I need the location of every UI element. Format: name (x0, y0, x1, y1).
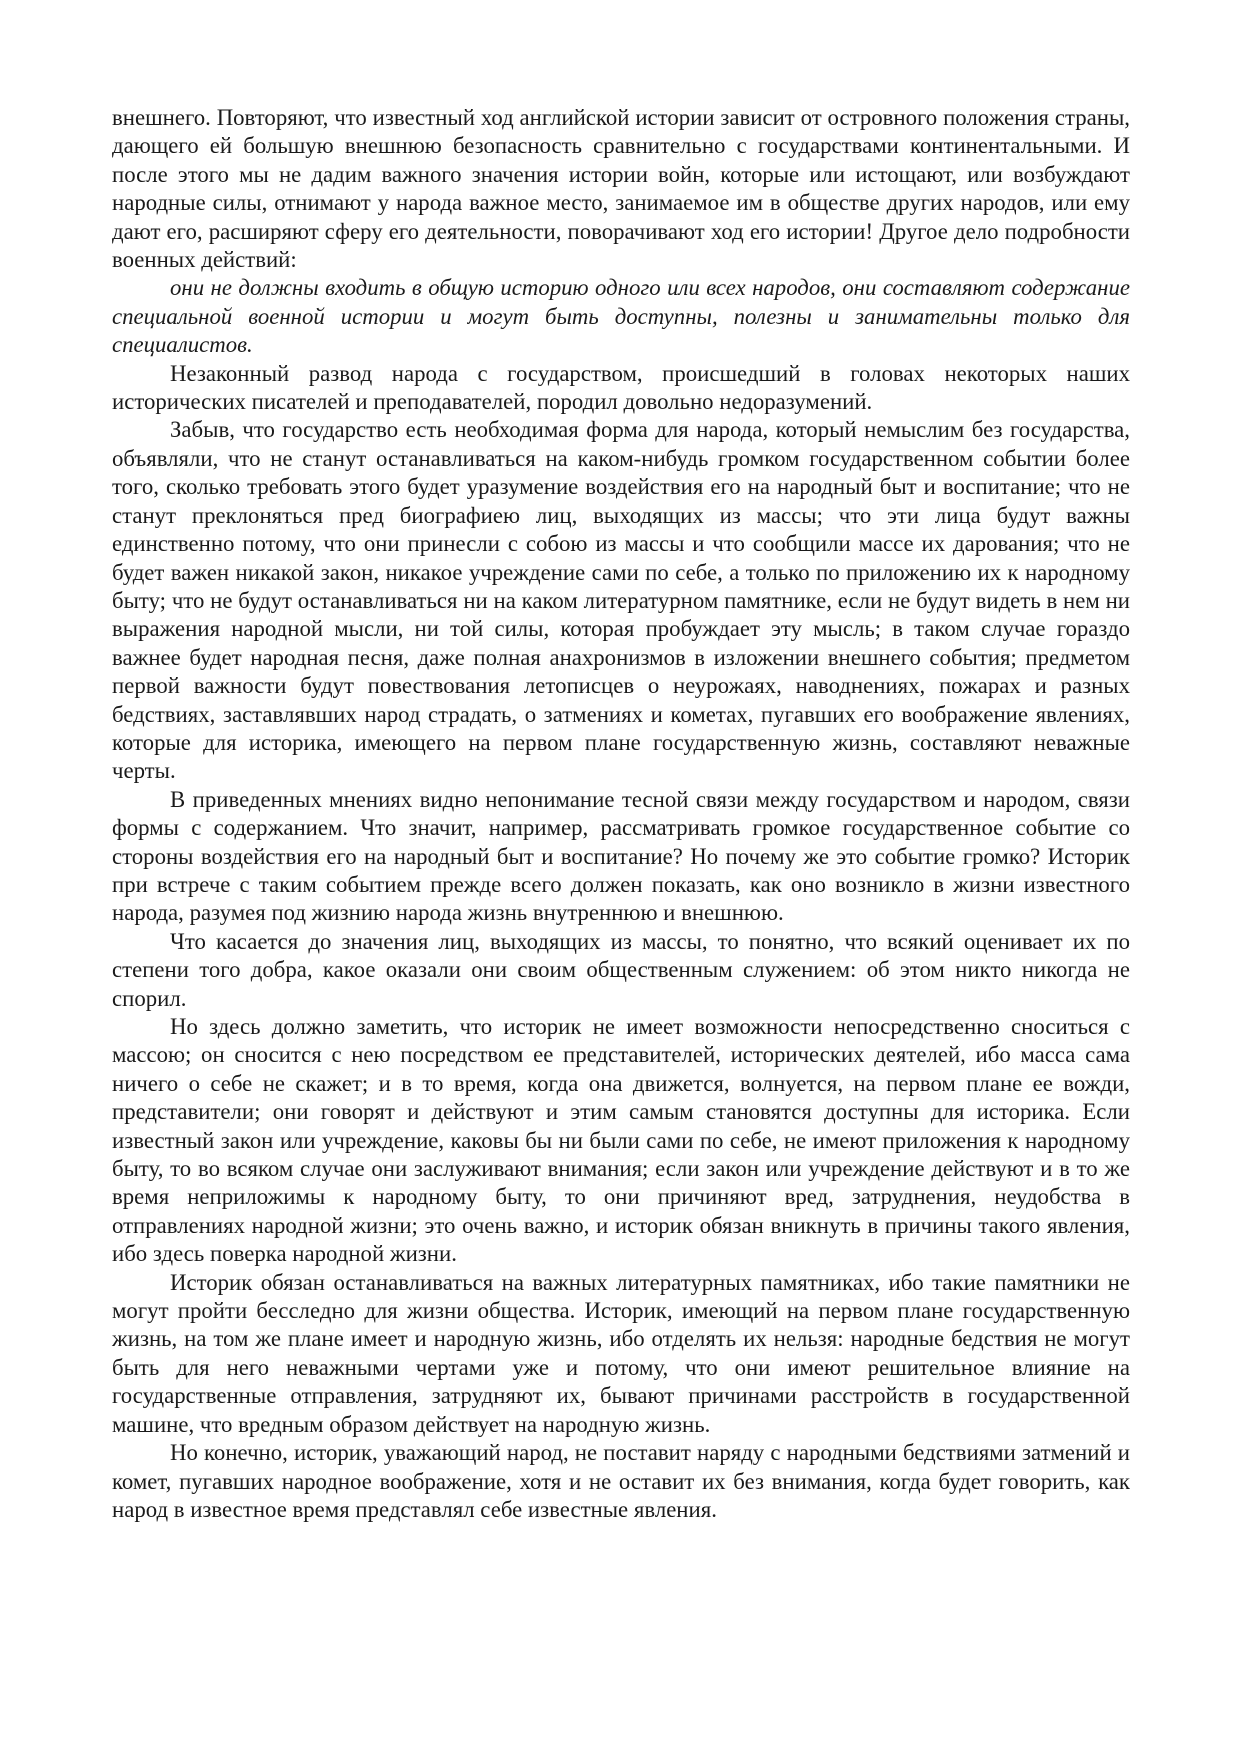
paragraph-continuation: внешнего. Повторяют, что известный ход английской истории зависит от островного положения страны, дающего ей большую внешнюю безопасность сравнительно с государствами континентальными. И после этого мы не дадим важного значения истории войн, которые или истощают, или возбуждают народные силы, отнимают у народа важное место, занимаемое им в обществе других народов, или ему дают его, расширяют сферу его деятельности, поворачивают ход его истории! Другое дело подробности военных действий: (112, 105, 1130, 273)
document-page (112, 104, 1130, 1524)
paragraph: Что касается до значения лиц, выходящих из массы, то понятно, что всякий оценивает их по степени того добра, какое оказали они своим общественным служением: об этом никто никогда не спорил. (112, 928, 1130, 1011)
paragraph: Но здесь должно заметить, что историк не имеет возможности непосредственно сноситься с массою; он сносится с нею посредством ее представителей, исторических деятелей, ибо масса сама ничего о себе не скажет; и в то время, когда она движется, волнуется, на первом плане ее вожди, представители; они говорят и действуют и этим самым становятся доступны для историка. Если известный закон или учреждение, каковы бы ни были сами по себе, не имеют приложения к народному быту, то во всяком случае они заслуживают внимания; если закон или учреждение действуют и в то же время неприложимы к народному быту, то они причиняют вред, затруднения, неудобства в отправлениях народной жизни; это очень важно, и историк обязан вникнуть в причины такого явления, ибо здесь поверка народной жизни. (112, 1014, 1130, 1267)
paragraph: В приведенных мнениях видно непонимание тесной связи между государством и народом, связи формы с содержанием. Что значит, например, рассматривать громкое государственное событие со стороны воздействия его на народный быт и воспитание? Но почему же это событие громко? Историк при встрече с таким событием прежде всего должен показать, как оно возникло в жизни известного народа, разумея под жизнию народа жизнь внутреннюю и внешнюю. (112, 786, 1130, 926)
paragraph: Историк обязан останавливаться на важных литературных памятниках, ибо такие памятники не могут пройти бесследно для жизни общества. Историк, имеющий на первом плане государственную жизнь, на том же плане имеет и народную жизнь, ибо отделять их нельзя: народные бедствия не могут быть для него неважными чертами уже и потому, что они имеют решительное влияние на государственные отправления, затрудняют их, бывают причинами расстройств в государственной машине, что вредным образом действует на народную жизнь. (112, 1269, 1130, 1437)
paragraph: Забыв, что государство есть необходимая форма для народа, который немыслим без государства, объявляли, что не станут останавливаться на каком-нибудь громком государственном событии более того, сколько требовать этого будет уразумение воздействия его на народный быт и воспитание; что не станут преклоняться пред биографиею лиц, выходящих из массы; что эти лица будут важны единственно потому, что они принесли с собою из массы и что сообщили массе их дарования; что не будет важен никакой закон, никакое учреждение сами по себе, а только по приложению их к народному быту; что не будут останавливаться ни на каком литературном памятнике, если не будут видеть в нем ни выражения народной мысли, ни той силы, которая пробуждает эту мысль; в таком случае гораздо важнее будет народная песня, даже полная анахронизмов в изложении внешнего события; предметом первой важности будут повествования летописцев о неурожаях, наводнениях, пожарах и разных бедствиях, заставлявших народ страдать, о затмениях и кометах, пугавших его воображение явлениях, которые для историка, имеющего на первом плане государственную жизнь, составляют неважные черты. (112, 417, 1130, 784)
paragraph: Но конечно, историк, уважающий народ, не поставит наряду с народными бедствиями затмений и комет, пугавших народное воображение, хотя и не оставит их без внимания, когда будет говорить, как народ в известное время представлял себе известные явления. (112, 1440, 1130, 1522)
paragraph-italic-quote: они не должны входить в общую историю одного или всех народов, они составляют содержание специальной военной истории и могут быть доступны, полезны и занимательны только для специалистов. (112, 275, 1130, 358)
paragraph: Незаконный развод народа с государством, происшедший в головах некоторых наших исторических писателей и преподавателей, породил довольно недоразумений. (112, 360, 1130, 415)
